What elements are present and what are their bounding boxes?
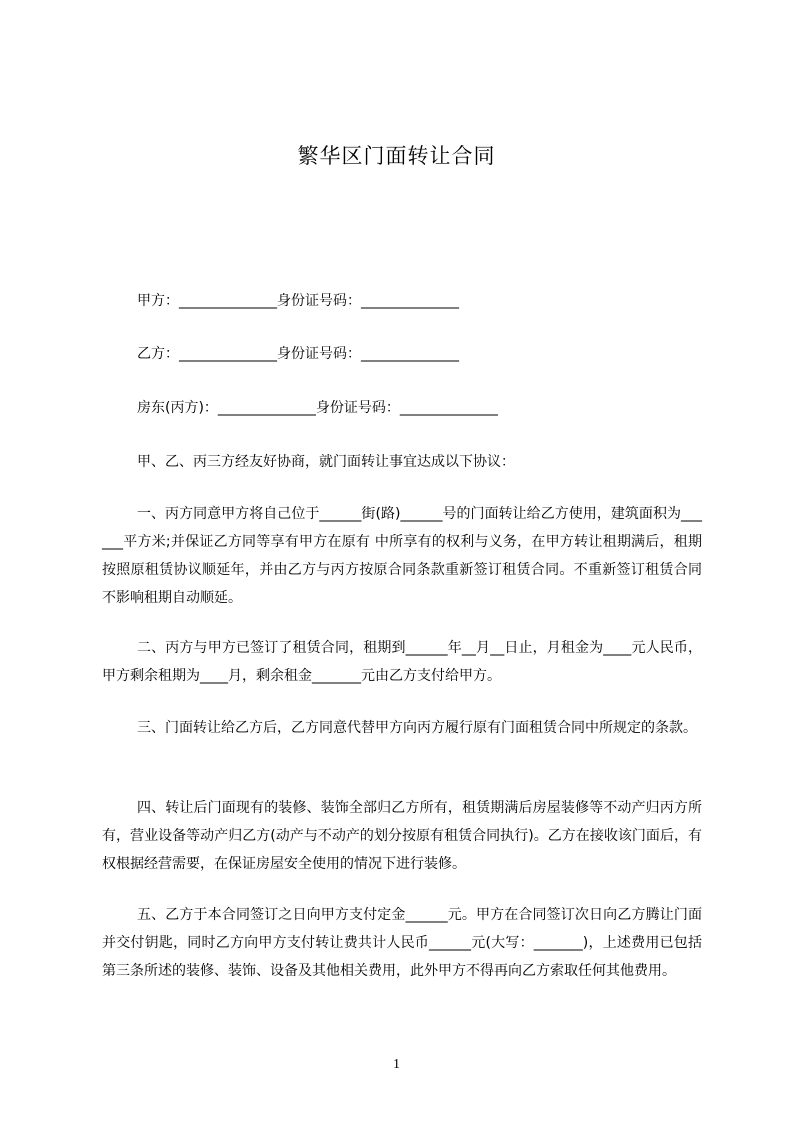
clause-4: 四、转让后门面现有的装修、装饰全部归乙方所有，租赁期满后房屋装修等不动产归丙方所有，营业设备等动产归乙方(动产与不动产的划分按原有租赁合同执行)。乙方在接收该门面后，有权根据经营需要，在保证房屋安全使用的情况下进行装修。 [102, 800, 702, 872]
clause-2: 二、丙方与甲方已签订了租赁合同，租期到______年__月__日止，月租金为____元人民币，甲方剩余租期为____月，剩余租金_______元由乙方支付给甲方。 [102, 640, 702, 684]
clause-3: 三、门面转让给乙方后，乙方同意代替甲方向丙方履行原有门面租赁合同中所规定的条款。 [137, 720, 697, 736]
clause-5: 五、乙方于本合同签订之日向甲方支付定金______元。甲方在合同签订次日向乙方腾让门面并交付钥匙，同时乙方向甲方支付转让费共计人民币______元(大写：_______)，上述费用已包括第三条所述的装修、装饰、设备及其他相关费用，此外甲方不得再向乙方索取任何其他费用。 [102, 907, 702, 979]
page-number: 1 [393, 1057, 400, 1072]
party-b-line: 乙方：______________身份证号码：______________ [137, 346, 459, 362]
clause-1: 一、丙方同意甲方将自己位于______街(路)______号的门面转让给乙方使用，建筑面积为______平方米;并保证乙方同等享有甲方在原有 中所享有的权利与义务，在甲方转让租期满后，租期按照原租赁协议顺延年，并由乙方与丙方按原合同条款重新签订租赁合同。不重新签订租赁合同不影响租期自动顺延。 [102, 506, 702, 606]
party-a-line: 甲方：______________身份证号码：______________ [137, 293, 459, 309]
landlord-line: 房东(丙方)：______________身份证号码：______________ [137, 400, 498, 416]
agreement-intro: 甲、乙、丙三方经友好协商，就门面转让事宜达成以下协议： [137, 454, 515, 470]
document-title: 繁华区门面转让合同 [297, 144, 496, 168]
